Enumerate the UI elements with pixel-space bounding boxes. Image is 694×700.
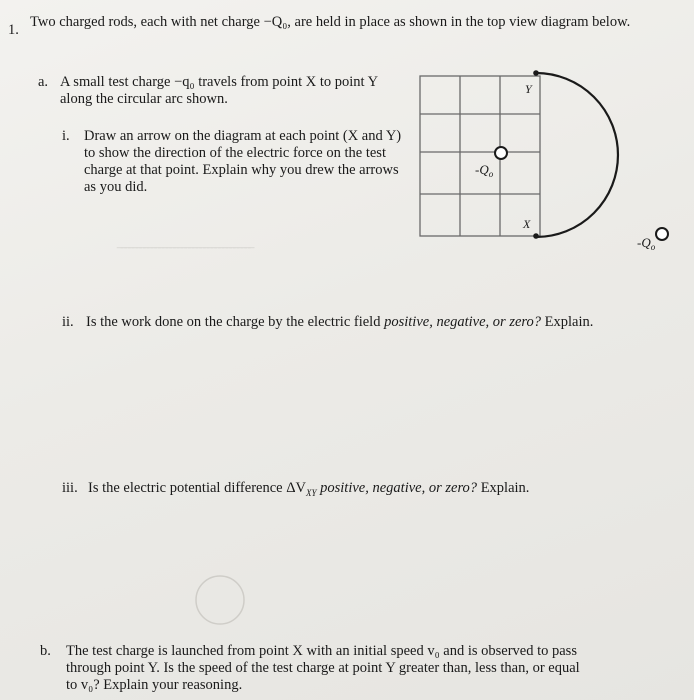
part-a-iii-options: positive, negative, or zero? xyxy=(316,480,478,496)
faint-circle-mark xyxy=(190,570,250,630)
bleed-through-text: ̶ ̶ ̶ ̶ ̶ ̶ ̶ ̶ ̶ ̶ ̶ ̶ ̶ ̶ ̶ ̶ ̶ ̶ ̶ ̶ ̶ ̶ ̶ ̶ ̶ ̶ ̶ ̶ ̶ ̶ ̶ ̶ ̶ ̶ ̶ ̶ xyxy=(120,240,252,255)
part-b-line-2: through point Y. Is the speed of the test charge at point Y greater than, less than, or equal xyxy=(66,660,580,676)
part-a-ii-text xyxy=(86,314,686,331)
point-y-dot xyxy=(533,70,539,76)
part-a-iii-label: iii. xyxy=(62,480,78,496)
part-b-line-3: to v₀? Explain your reasoning. xyxy=(66,677,243,693)
part-a-iii-question: Is the electric potential difference ΔV xyxy=(88,480,306,496)
center-charge-sub: o xyxy=(488,169,494,179)
part-a-text: A small test charge −q₀ travels from point X to point Y along the circular arc shown. xyxy=(60,74,378,107)
part-a-i-label: i. xyxy=(62,128,70,144)
center-charge-q: -Q xyxy=(475,162,489,177)
part-a-ii-options: positive, negative, or zero? xyxy=(384,314,542,330)
center-charge-circle xyxy=(495,147,507,159)
point-x-dot xyxy=(533,233,539,239)
corner-charge-q: -Q xyxy=(637,235,651,250)
charge-diagram xyxy=(405,64,685,264)
part-a-label: a. xyxy=(38,74,49,90)
point-y-label: Y xyxy=(525,82,532,96)
point-x-label: X xyxy=(523,217,531,231)
circular-arc xyxy=(536,73,618,237)
part-b-line-1: The test charge is launched from point X with an initial speed v₀ and is observed to pass xyxy=(66,643,577,659)
center-charge-label xyxy=(475,162,494,179)
part-a-iii-subscript: XY xyxy=(306,487,317,498)
corner-charge-sub: o xyxy=(650,242,656,252)
part-a-ii-question: Is the work done on the charge by the electric field xyxy=(86,314,385,330)
part-a-ii-end: Explain. xyxy=(541,314,594,330)
part-a-iii-text xyxy=(88,480,668,502)
part-a-i-text: Draw an arrow on the diagram at each point (X and Y) to show the direction of the electric force on the test charge at that point. Explain why you drew the arrows as you did. xyxy=(84,128,402,195)
corner-charge-label xyxy=(637,235,656,252)
part-b-label: b. xyxy=(40,643,51,659)
corner-charge-circle xyxy=(656,228,668,240)
problem-intro: Two charged rods, each with net charge −Q₀, are held in place as shown in the top view diagram below. xyxy=(30,14,631,30)
part-a-iii-end: Explain. xyxy=(477,480,530,496)
part-a-ii-label: ii. xyxy=(62,314,74,330)
problem-number: 1. xyxy=(8,22,19,38)
